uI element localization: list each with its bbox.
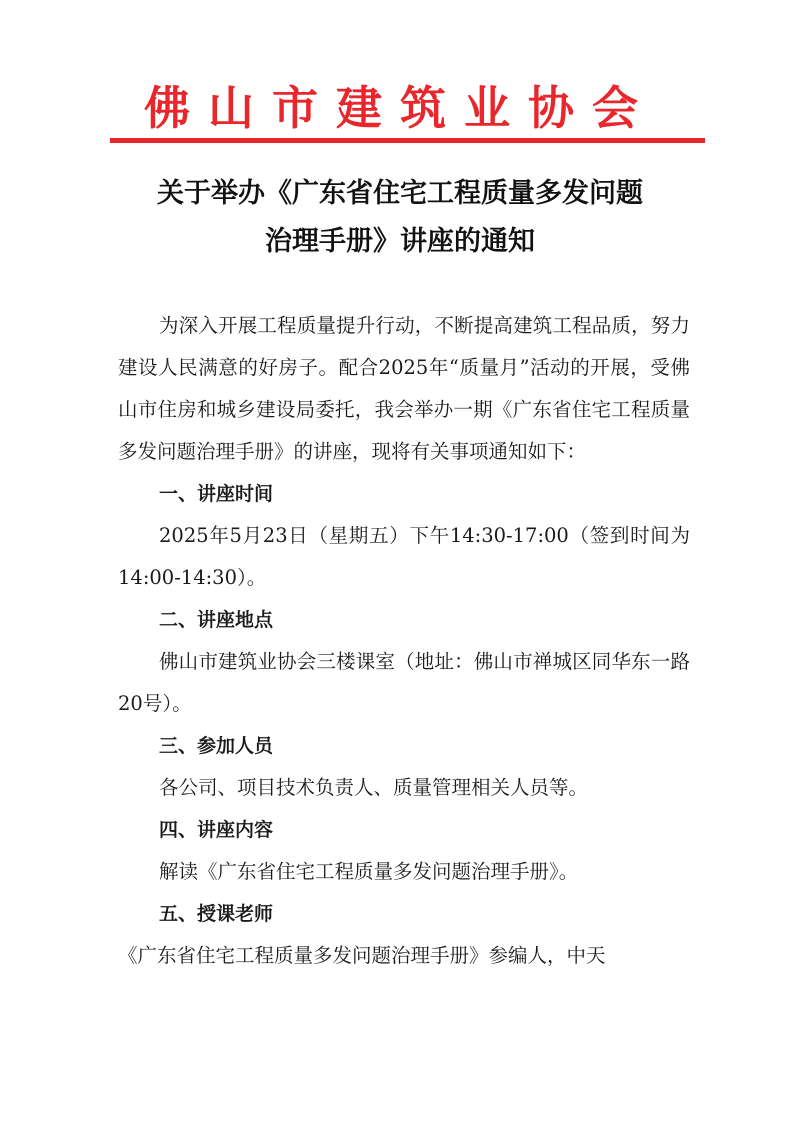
- section-heading-time: 一、讲座时间: [159, 483, 274, 505]
- section-heading-content: 四、讲座内容: [159, 819, 274, 841]
- section-heading-venue: 二、讲座地点: [159, 609, 274, 631]
- section-content-venue: 佛山市建筑业协会三楼课室（地址：佛山市禅城区同华东一路20号）。: [118, 650, 690, 715]
- title-line-1: 关于举办《广东省住宅工程质量多发问题: [157, 178, 643, 209]
- document-title: [100, 170, 700, 266]
- section-heading-lecturer: 五、授课老师: [159, 903, 274, 925]
- title-line-2: 治理手册》讲座的通知: [265, 226, 535, 257]
- header-red-rule: [110, 138, 705, 143]
- section-heading-participants: 三、参加人员: [159, 735, 274, 757]
- intro-paragraph: 为深入开展工程质量提升行动，不断提高建筑工程品质，努力建设人民满意的好房子。配合2025年“质量月”活动的开展，受佛山市住房和城乡建设局委托，我会举办一期《广东省住宅工程质量多发问题治理手册》的讲座，现将有关事项通知如下：: [118, 314, 690, 463]
- document-body: [118, 305, 690, 977]
- section-content-lecturer: 《广东省住宅工程质量多发问题治理手册》参编人，中天: [118, 944, 606, 967]
- organization-header: 佛山市建筑业协会: [144, 81, 656, 135]
- section-content-time: 2025年5月23日（星期五）下午14:30-17:00（签到时间为14:00-14:30）。: [118, 524, 690, 589]
- section-content-content: 解读《广东省住宅工程质量多发问题治理手册》。: [159, 860, 579, 883]
- section-content-participants: 各公司、项目技术负责人、质量管理相关人员等。: [159, 776, 589, 799]
